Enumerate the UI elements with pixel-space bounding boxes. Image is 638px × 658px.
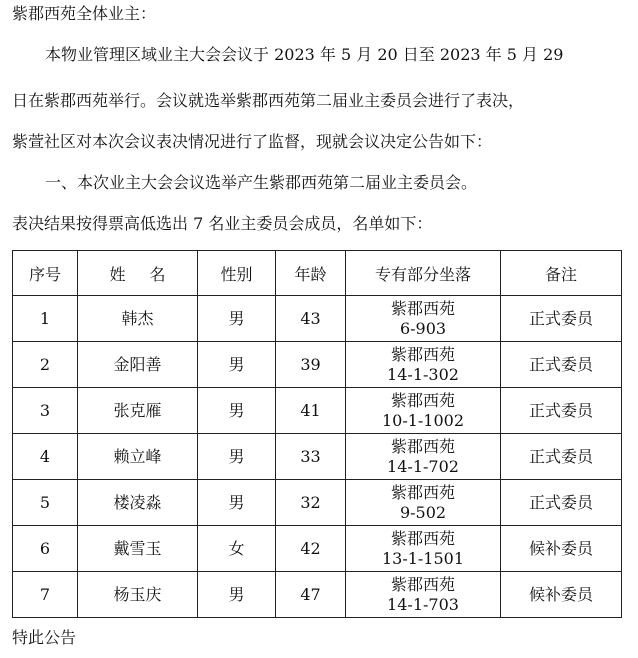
cell-age: 42 <box>276 526 346 572</box>
header-gender: 性别 <box>198 251 276 296</box>
table-row <box>13 526 622 572</box>
cell-name: 韩杰 <box>78 296 198 342</box>
cell-unit <box>346 434 501 480</box>
cell-age: 39 <box>276 342 346 388</box>
unit-number: 10-1-1002 <box>381 410 465 430</box>
cell-gender: 男 <box>198 342 276 388</box>
cell-age: 33 <box>276 434 346 480</box>
item-one-line: 一、本次业主大会会议选举产生紫郡西苑第二届业主委员会。 <box>45 173 478 192</box>
unit-community: 紫郡西苑 <box>390 390 455 410</box>
header-age: 年龄 <box>276 251 346 296</box>
unit-community: 紫郡西苑 <box>390 574 455 594</box>
salutation: 紫郡西苑全体业主： <box>12 4 157 23</box>
cell-no: 1 <box>13 296 78 342</box>
unit-number: 13-1-1501 <box>381 548 465 568</box>
cell-no: 5 <box>13 480 78 526</box>
cell-no: 7 <box>13 572 78 618</box>
cell-note: 正式委员 <box>501 480 622 526</box>
header-unit: 专有部分坐落 <box>346 251 501 296</box>
cell-age: 43 <box>276 296 346 342</box>
paragraph-line-2: 日在紫郡西苑举行。会议就选举紫郡西苑第二届业主委员会进行了表决， <box>12 91 525 110</box>
table-row <box>13 480 622 526</box>
cell-no: 3 <box>13 388 78 434</box>
paragraph-line-3: 紫萱社区对本次会议表决情况进行了监督，现就会议决定公告如下： <box>12 132 493 151</box>
cell-name: 张克雁 <box>78 388 198 434</box>
cell-no: 2 <box>13 342 78 388</box>
unit-community: 紫郡西苑 <box>390 298 455 318</box>
table-row <box>13 388 622 434</box>
cell-unit <box>346 342 501 388</box>
cell-name: 赖立峰 <box>78 434 198 480</box>
cell-age: 32 <box>276 480 346 526</box>
table-row <box>13 342 622 388</box>
cell-name: 戴雪玉 <box>78 526 198 572</box>
cell-note: 正式委员 <box>501 434 622 480</box>
cell-name: 杨玉庆 <box>78 572 198 618</box>
member-table <box>12 250 622 618</box>
cell-note: 候补委员 <box>501 572 622 618</box>
table-row <box>13 434 622 480</box>
paragraph-line-1: 本物业管理区域业主大会会议于 2023 年 5 月 20 日至 2023 年 5 月 29 <box>45 45 564 64</box>
cell-no: 6 <box>13 526 78 572</box>
unit-number: 14-1-703 <box>387 594 459 614</box>
unit-number: 6-903 <box>399 318 447 338</box>
cell-name: 金阳善 <box>78 342 198 388</box>
cell-unit <box>346 572 501 618</box>
cell-gender: 男 <box>198 388 276 434</box>
cell-gender: 男 <box>198 434 276 480</box>
header-name <box>78 251 198 296</box>
cell-unit <box>346 296 501 342</box>
header-no: 序号 <box>13 251 78 296</box>
cell-unit <box>346 388 501 434</box>
unit-community: 紫郡西苑 <box>390 528 455 548</box>
cell-note: 正式委员 <box>501 388 622 434</box>
cell-note: 正式委员 <box>501 296 622 342</box>
cell-age: 41 <box>276 388 346 434</box>
closing-text: 特此公告 <box>12 628 77 647</box>
unit-number: 14-1-702 <box>387 456 459 476</box>
unit-number: 9-502 <box>399 502 447 522</box>
header-name-second-char: 名 <box>149 264 166 284</box>
cell-note: 候补委员 <box>501 526 622 572</box>
table-header-row <box>13 251 622 296</box>
table-row <box>13 296 622 342</box>
cell-age: 47 <box>276 572 346 618</box>
unit-community: 紫郡西苑 <box>390 482 455 502</box>
cell-note: 正式委员 <box>501 342 622 388</box>
table-row <box>13 572 622 618</box>
cell-name: 楼凌淼 <box>78 480 198 526</box>
cell-unit <box>346 526 501 572</box>
cell-no: 4 <box>13 434 78 480</box>
header-name-first-char: 姓 <box>109 264 126 284</box>
unit-number: 14-1-302 <box>387 364 459 384</box>
cell-gender: 男 <box>198 296 276 342</box>
item-one-result-line: 表决结果按得票高低选出 7 名业主委员会成员，名单如下： <box>12 214 433 233</box>
unit-community: 紫郡西苑 <box>390 344 455 364</box>
cell-gender: 男 <box>198 480 276 526</box>
cell-gender: 男 <box>198 572 276 618</box>
cell-unit <box>346 480 501 526</box>
header-note: 备注 <box>501 251 622 296</box>
cell-gender: 女 <box>198 526 276 572</box>
unit-community: 紫郡西苑 <box>390 436 455 456</box>
